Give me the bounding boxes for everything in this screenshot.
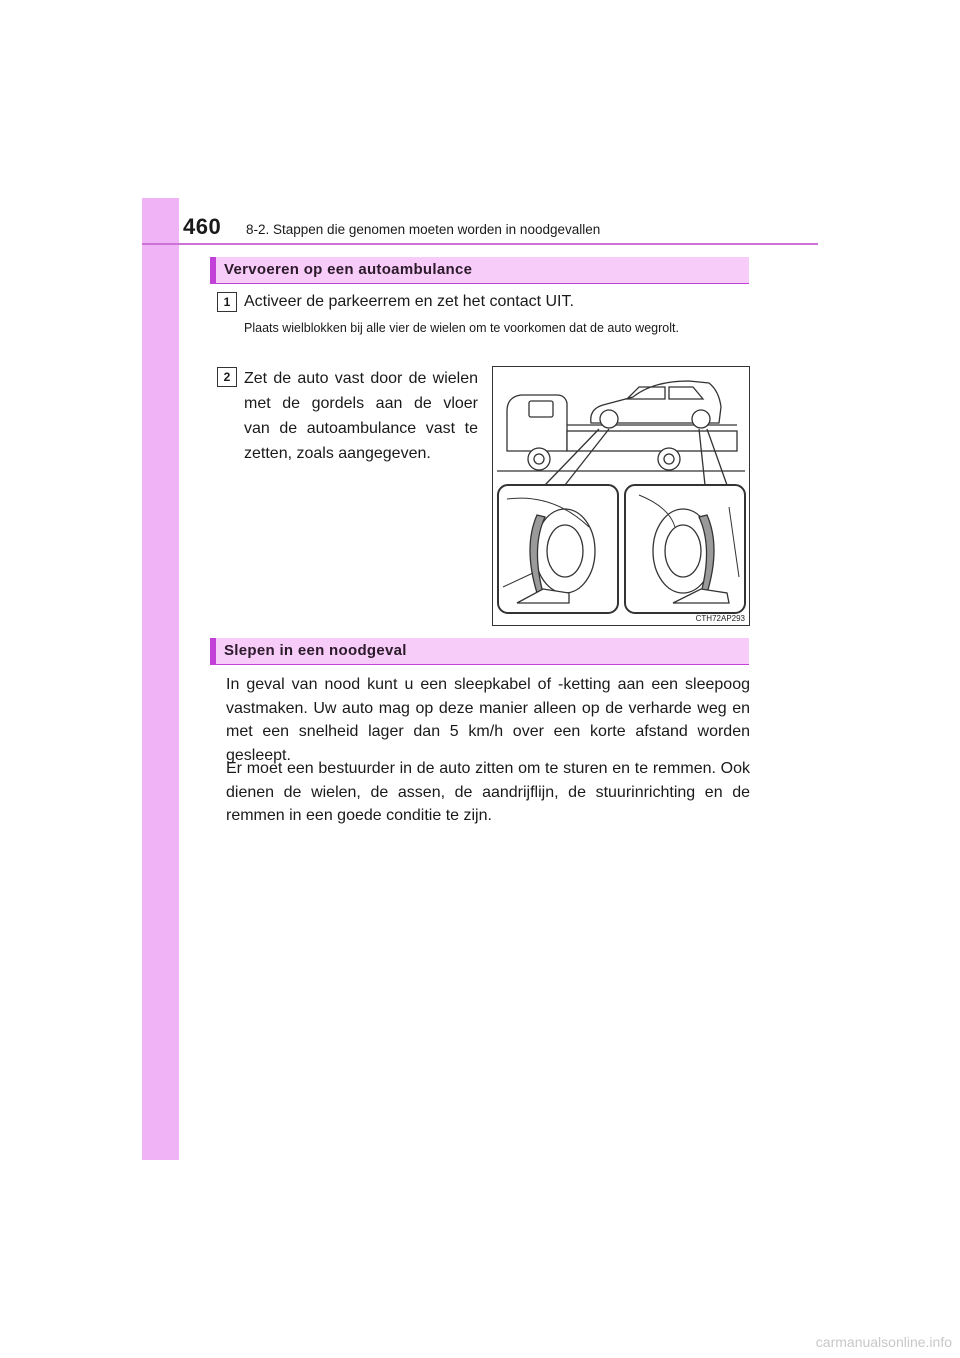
- step-1-text: Activeer de parkeerrem en zet het contact UIT.: [244, 293, 574, 310]
- body-paragraph: Er moet een bestuurder in de auto zitten om te sturen en te remmen. Ook dienen de wielen, de assen, de aandrijflijn, de stuurinrichting en de remmen in een goede conditie te zijn.: [226, 760, 750, 824]
- step-2-line: met de gordels aan de vloer: [244, 395, 478, 412]
- tow-truck-illustration: [492, 366, 750, 626]
- tow-truck-drawing: [493, 367, 749, 625]
- sidebar-tab: [142, 198, 179, 1160]
- step-number-1: 1: [217, 292, 237, 312]
- section-heading-text: Vervoeren op een autoambulance: [224, 261, 473, 278]
- body-paragraph: In geval van nood kunt u een sleepkabel of -ketting aan een sleepoog vastmaken. Uw auto mag op deze manier alleen op de verharde weg en met een snelheid lager dan 5 km/h over een korte afstand worden gesleept.: [226, 676, 750, 764]
- step-2-text: [244, 366, 478, 466]
- step-2-line: zetten, zoals aangegeven.: [244, 445, 431, 462]
- section-heading-transport: [210, 257, 749, 284]
- figure-code: CTH72AP293: [695, 614, 745, 623]
- page-number: 460: [183, 214, 222, 239]
- section-heading-emergency-towing: [210, 638, 749, 665]
- header-rule: [142, 243, 818, 245]
- step-2-line: Zet de auto vast door de wielen: [244, 370, 478, 387]
- step-number-2: 2: [217, 367, 237, 387]
- chapter-title: 8-2. Stappen die genomen moeten worden in noodgevallen: [246, 222, 601, 237]
- step-2-line: van de autoambulance vast te: [244, 420, 478, 437]
- step-1-note: Plaats wielblokken bij alle vier de wielen om te voorkomen dat de auto wegrolt.: [244, 321, 679, 335]
- section-heading-text: Slepen in een noodgeval: [224, 642, 407, 659]
- watermark: carmanualsonline.info: [815, 1334, 952, 1350]
